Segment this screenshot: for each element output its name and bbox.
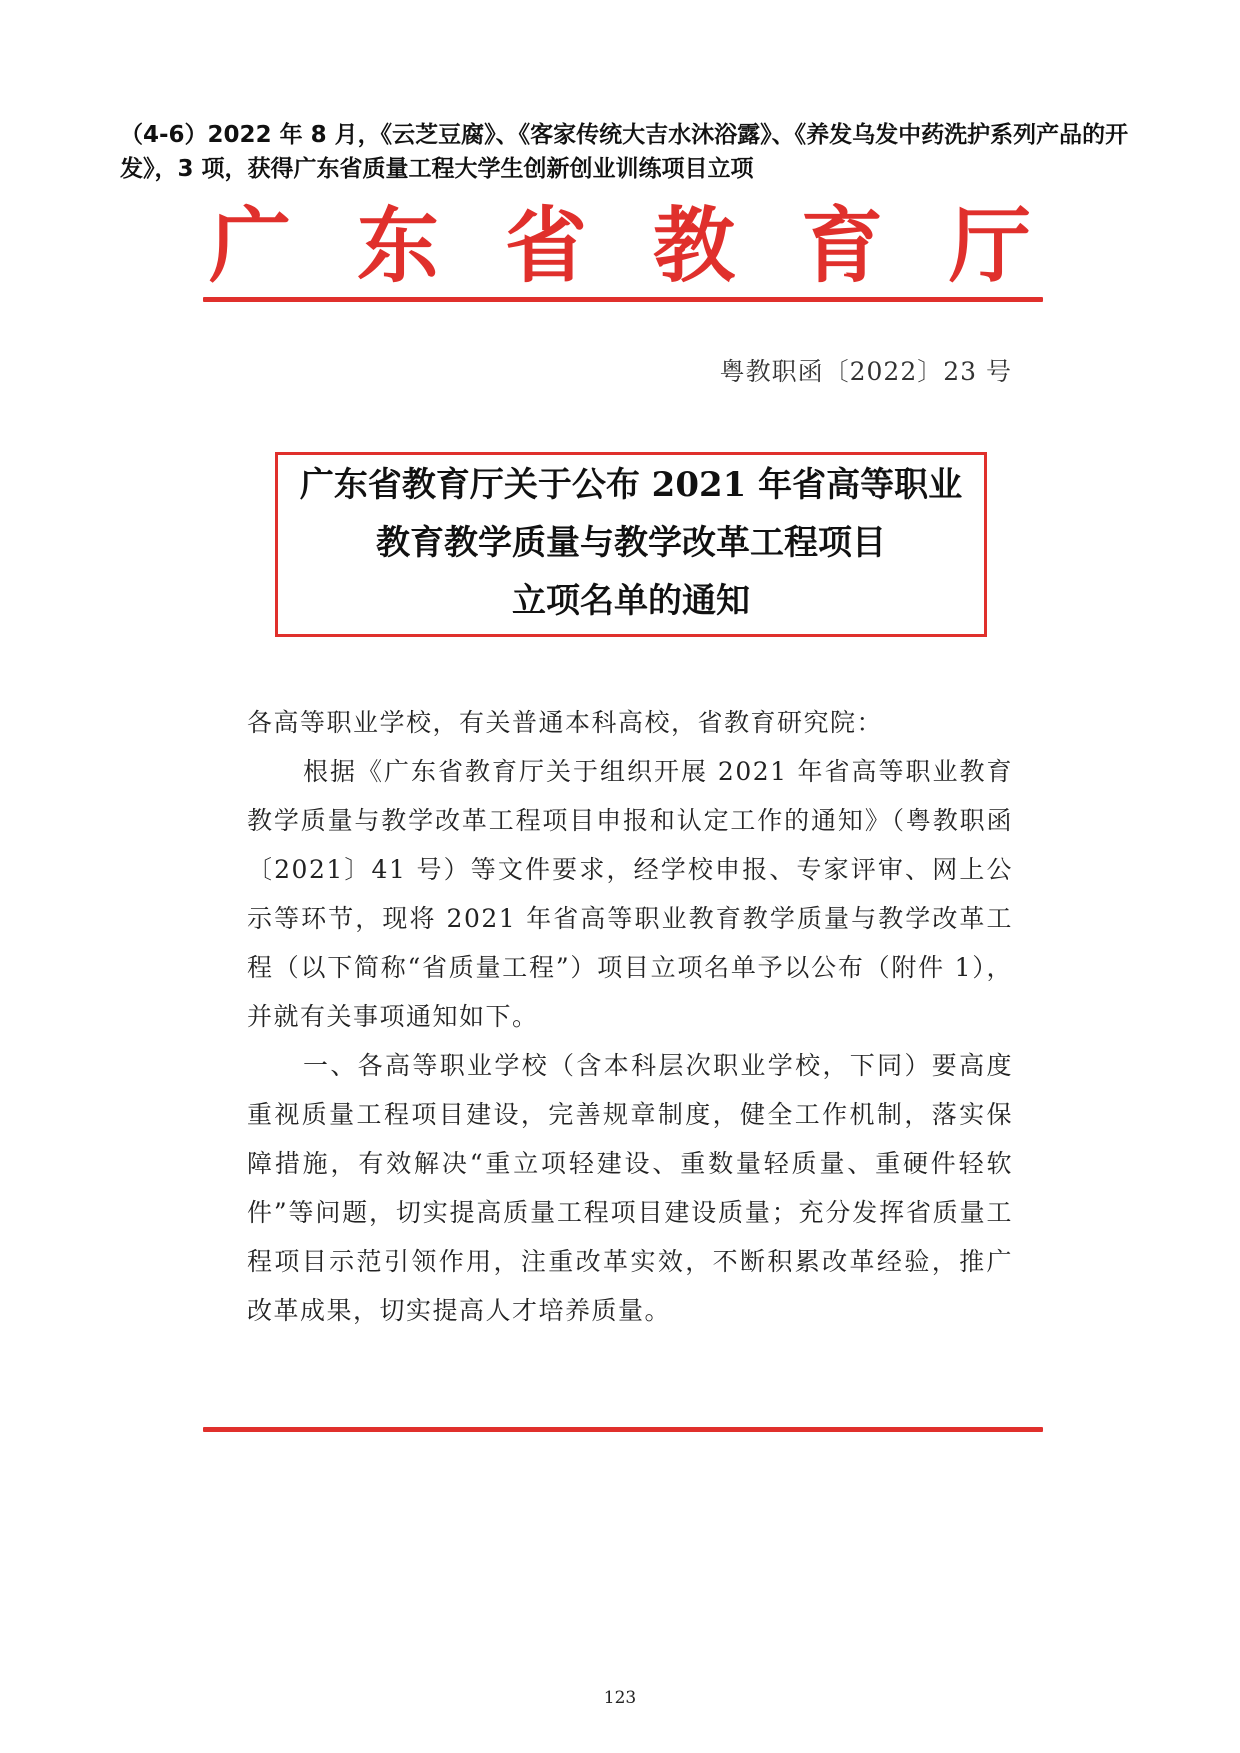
notice-title-box	[275, 452, 987, 637]
salutation: 各高等职业学校，有关普通本科高校，省教育研究院：	[247, 708, 884, 737]
page-number: 123	[603, 1688, 637, 1708]
masthead-char: 省	[504, 198, 587, 294]
notice-title-line: 广东省教育厅关于公布 2021 年省高等职业	[299, 465, 963, 505]
document-caption: （4-6）2022 年 8 月，《云芝豆腐》、《客家传统大吉水沐浴露》、《养发乌发中药洗护系列产品的开发》，3 项，获得广东省质量工程大学生创新创业训练项目立项	[120, 122, 1129, 182]
document-number: 粤教职函〔2022〕23 号	[719, 357, 1012, 386]
notice-title-line: 立项名单的通知	[512, 581, 750, 621]
masthead-divider	[203, 297, 1043, 302]
masthead-char: 教	[652, 198, 735, 294]
masthead-char: 东	[356, 198, 439, 294]
masthead-char: 广	[208, 198, 291, 294]
masthead-title	[200, 196, 1040, 296]
body-paragraph: 一、各高等职业学校（含本科层次职业学校，下同）要高度重视质量工程项目建设，完善规章制度，健全工作机制，落实保障措施，有效解决“重立项轻建设、重数量轻质量、重硬件轻软件”等问题，切实提高质量工程项目建设质量；充分发挥省质量工程项目示范引领作用，注重改革实效，不断积累改革经验，推广改革成果，切实提高人才培养质量。	[247, 1051, 1013, 1325]
notice-title-line: 教育教学质量与教学改革工程项目	[376, 523, 886, 563]
footer-divider	[203, 1427, 1043, 1432]
masthead-char: 育	[800, 198, 883, 294]
body-paragraph: 根据《广东省教育厅关于组织开展 2021 年省高等职业教育教学质量与教学改革工程项目申报和认定工作的通知》（粤教职函〔2021〕41 号）等文件要求，经学校申报、专家评审、网上公示等环节，现将 2021 年省高等职业教育教学质量与教学改革工程（以下简称“省质量工程”）项目立项名单予以公布（附件 1），并就有关事项通知如下。	[247, 757, 1013, 1031]
masthead-char: 厅	[948, 198, 1031, 294]
